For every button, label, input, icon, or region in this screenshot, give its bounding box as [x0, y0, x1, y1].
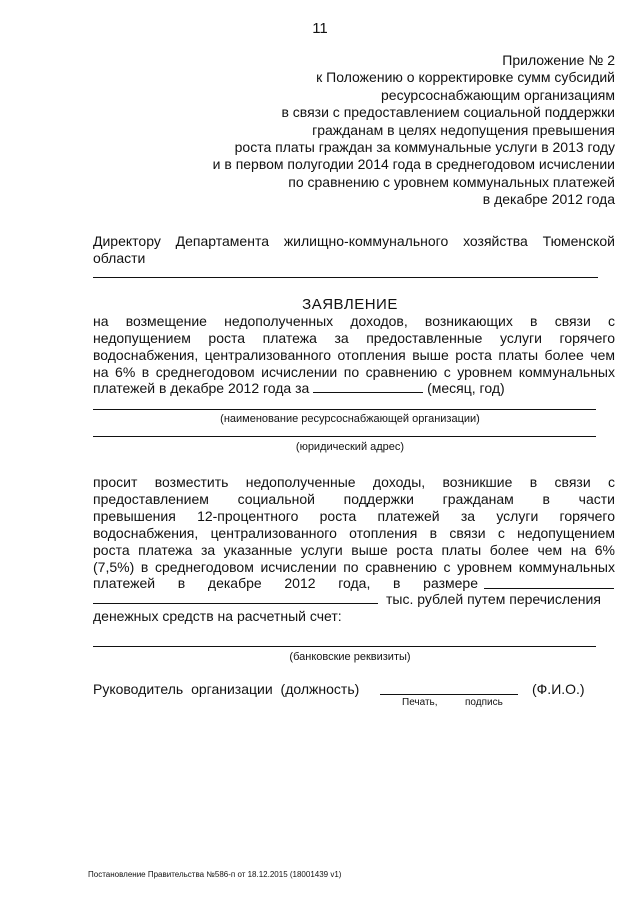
stamp-caption: Печать, — [402, 697, 438, 708]
legal-address-caption: (юридический адрес) — [295, 441, 405, 453]
appendix-line: роста платы граждан за коммунальные услуги в 2013 году — [234, 139, 615, 156]
appendix-line: к Положению о корректировке сумм субсидий — [316, 69, 615, 86]
appendix-line: гражданам в целях недопущения превышения — [312, 121, 615, 138]
page-footer: Постановление Правительства №586-п от 18.12.2015 (18001439 v1) — [88, 870, 342, 879]
signature-field[interactable] — [380, 694, 518, 695]
intro-line: водоснабжения, централизованного отопления выше роста платы более чем — [93, 347, 615, 363]
intro-line: на возмещение недополученных доходов, возникающих в связи с — [93, 313, 615, 329]
sign-caption: подпись — [465, 697, 503, 708]
appendix-line: по сравнению с уровнем коммунальных платежей — [288, 173, 615, 190]
request-line: превышения 12-процентного роста платежей за услуги горячего — [93, 508, 615, 524]
request-line-8: тыс. рублей путем перечисления — [386, 591, 601, 607]
legal-address-field[interactable] — [93, 436, 596, 437]
org-name-field[interactable] — [93, 409, 596, 410]
intro-last-suffix: (месяц, год) — [427, 380, 505, 396]
intro-last-line — [93, 380, 505, 398]
amount-field[interactable] — [484, 588, 614, 589]
request-line: (7,5%) в среднегодовом исчислении по сравнению с уровнем коммунальных — [93, 559, 615, 575]
bank-details-field[interactable] — [93, 646, 596, 647]
request-line-9: денежных средств на расчетный счет: — [93, 608, 342, 624]
appendix-line: ресурсоснабжающим организациям — [381, 86, 615, 103]
request-line: роста платежа за указанные услуги выше роста платы более чем на 6% — [93, 542, 615, 558]
appendix-line: Приложение № 2 — [502, 52, 615, 68]
document-title: ЗАЯВЛЕНИЕ — [302, 296, 398, 313]
page-number: 11 — [312, 20, 328, 37]
intro-line: недопущением роста платежа за предоставленные услуги горячего — [93, 330, 615, 346]
request-line: предоставлением социальной поддержки гражданам в части — [93, 491, 615, 507]
request-line: просит возместить недополученные доходы, возникшие в связи с — [93, 474, 615, 490]
month-year-field[interactable] — [313, 380, 423, 393]
bank-details-caption: (банковские реквизиты) — [289, 651, 411, 663]
fio-label: (Ф.И.О.) — [532, 681, 585, 697]
appendix-line: в декабре 2012 года — [482, 191, 615, 208]
amount-field-continued[interactable] — [93, 603, 378, 604]
appendix-line: и в первом полугодии 2014 года в среднегодовом исчислении — [212, 156, 615, 173]
org-name-caption: (наименование ресурсоснабжающей организации) — [220, 413, 480, 425]
intro-last-prefix: платежей в декабре 2012 года за — [93, 380, 310, 396]
addressee: Директору Департамента жилищно-коммунального хозяйства Тюменской области — [93, 233, 615, 266]
appendix-header — [213, 52, 615, 209]
appendix-line: в связи с предоставлением социальной поддержки — [281, 104, 615, 121]
request-line: водоснабжения, централизованного отопления в связи с недопущением — [93, 525, 615, 541]
signature-label: Руководитель организации (должность) — [93, 681, 360, 697]
request-line-7: платежей в декабре 2012 года, в размере — [93, 575, 478, 591]
addressee-underline — [93, 277, 598, 278]
intro-line: на 6% в среднегодовом исчислении по сравнению с уровнем коммунальных — [93, 364, 615, 380]
